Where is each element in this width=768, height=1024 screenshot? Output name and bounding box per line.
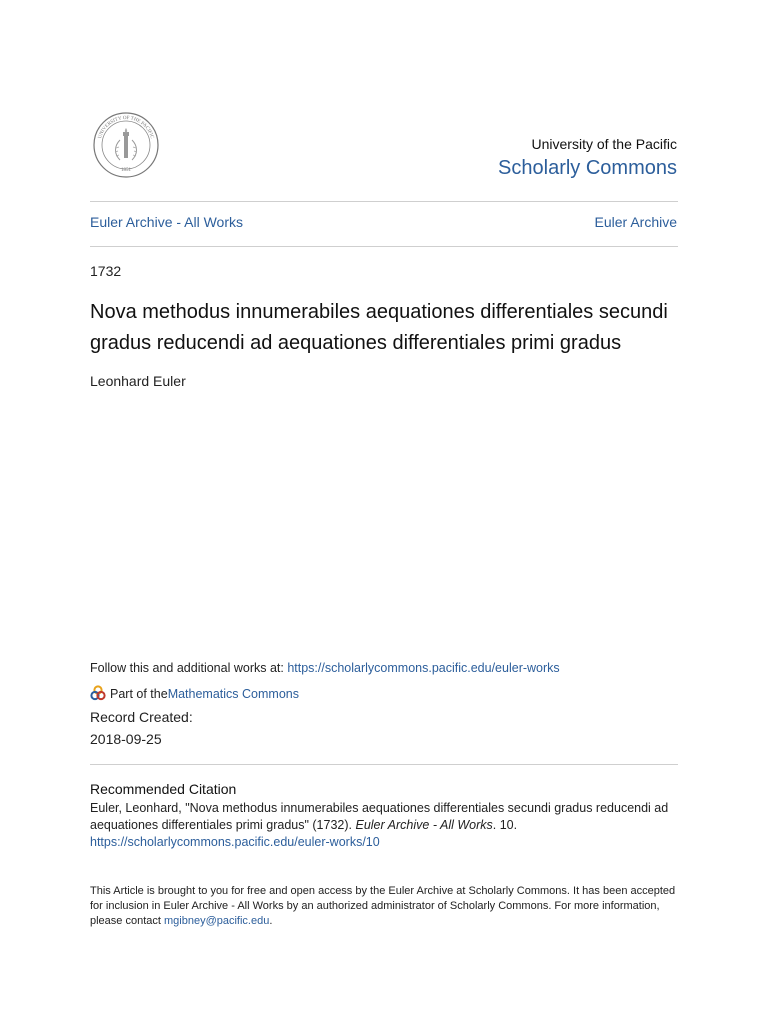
publication-year: 1732: [90, 263, 122, 279]
repository-link[interactable]: Scholarly Commons: [498, 157, 677, 179]
breadcrumb-divider: [90, 246, 678, 247]
author-name: Leonhard Euler: [90, 373, 186, 389]
follow-url-link[interactable]: https://scholarlycommons.pacific.edu/euler-works: [287, 661, 560, 675]
record-created-label: Record Created:: [90, 709, 193, 725]
citation-heading: Recommended Citation: [90, 781, 237, 797]
contact-email-link[interactable]: mgibney@pacific.edu: [164, 915, 270, 927]
citation-number: . 10.: [492, 818, 518, 832]
part-of-line: [90, 685, 299, 702]
seal-lettering: UNIVERSITY OF THE PACIFIC: [97, 115, 155, 140]
university-seal-icon: [92, 110, 160, 180]
follow-prefix: Follow this and additional works at:: [90, 661, 288, 675]
record-created-date: 2018-09-25: [90, 731, 162, 747]
header-divider: [90, 201, 678, 202]
mathematics-commons-link[interactable]: Mathematics Commons: [167, 686, 299, 701]
citation-series: Euler Archive - All Works: [355, 818, 493, 832]
citation-url-link[interactable]: https://scholarlycommons.pacific.edu/euler-works/10: [90, 835, 380, 849]
part-of-prefix: Part of the: [110, 686, 168, 701]
svg-text:1851: 1851: [121, 168, 131, 173]
archive-link[interactable]: Euler Archive: [594, 214, 677, 230]
footer-end: .: [269, 915, 273, 927]
network-icon: [90, 685, 107, 702]
citation-text: [90, 800, 680, 851]
institution-name: University of the Pacific: [531, 136, 677, 152]
footer-notice: [90, 884, 680, 929]
article-title: Nova methodus innumerabiles aequationes differentiales secundi gradus reducendi ad aequationes differentiales primi gradus: [90, 301, 668, 354]
citation-divider: [90, 764, 678, 765]
collection-link[interactable]: Euler Archive - All Works: [90, 214, 244, 230]
footer-text: This Article is brought to you for free and open access by the Euler Archive at Scholarly Commons. It has been accepted for inclusion in Euler Archive - All Works by an authorized administrator of Scholarly Commons. For more information, please contact: [90, 885, 676, 927]
follow-line: [90, 661, 560, 675]
citation-main: Euler, Leonhard, "Nova methodus innumerabiles aequationes differentiales secundi gradus reducendi ad aequationes differentiales primi gradus" (1732).: [90, 801, 669, 832]
